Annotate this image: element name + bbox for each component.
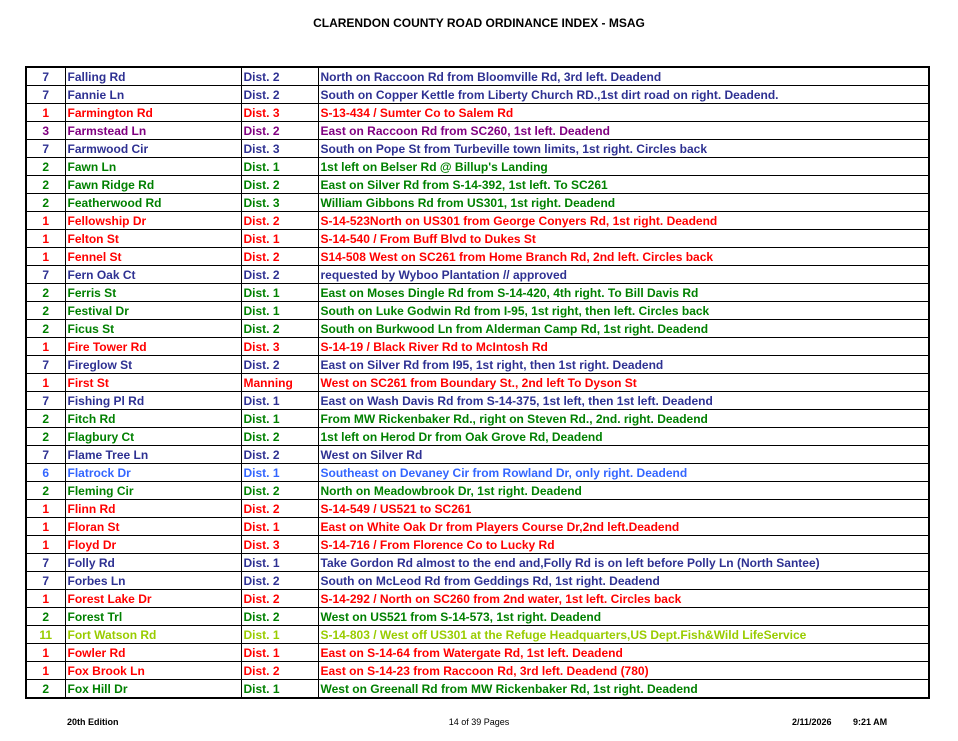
table-row	[26, 67, 929, 86]
code-cell: 7	[26, 356, 65, 374]
table-row	[26, 194, 929, 212]
road-name-cell: Fox Hill Dr	[65, 680, 241, 699]
directions-cell: West on Silver Rd	[318, 446, 929, 464]
district-cell: Dist. 2	[241, 662, 318, 680]
code-cell: 1	[26, 662, 65, 680]
road-name-cell: Farmstead Ln	[65, 122, 241, 140]
district-cell: Dist. 2	[241, 122, 318, 140]
road-name-cell: Flame Tree Ln	[65, 446, 241, 464]
district-cell: Dist. 2	[241, 482, 318, 500]
code-cell: 7	[26, 392, 65, 410]
code-cell: 7	[26, 67, 65, 86]
directions-cell: East on Silver Rd from S-14-392, 1st left. To SC261	[318, 176, 929, 194]
table-row	[26, 482, 929, 500]
print-time: 9:21 AM	[853, 717, 888, 727]
table-row	[26, 644, 929, 662]
code-cell: 2	[26, 176, 65, 194]
district-cell: Dist. 3	[241, 194, 318, 212]
code-cell: 1	[26, 374, 65, 392]
code-cell: 2	[26, 302, 65, 320]
table-row	[26, 302, 929, 320]
code-cell: 2	[26, 410, 65, 428]
district-cell: Dist. 3	[241, 140, 318, 158]
table-row	[26, 158, 929, 176]
table-row	[26, 464, 929, 482]
table-row	[26, 428, 929, 446]
road-name-cell: Falling Rd	[65, 67, 241, 86]
district-cell: Dist. 2	[241, 608, 318, 626]
code-cell: 1	[26, 518, 65, 536]
code-cell: 1	[26, 212, 65, 230]
district-cell: Dist. 2	[241, 86, 318, 104]
district-cell: Dist. 1	[241, 644, 318, 662]
directions-cell: S-14-540 / From Buff Blvd to Dukes St	[318, 230, 929, 248]
road-name-cell: Fire Tower Rd	[65, 338, 241, 356]
road-index-table	[25, 66, 930, 699]
district-cell: Dist. 1	[241, 302, 318, 320]
code-cell: 1	[26, 500, 65, 518]
road-name-cell: Featherwood Rd	[65, 194, 241, 212]
table-row	[26, 266, 929, 284]
road-name-cell: Fitch Rd	[65, 410, 241, 428]
code-cell: 7	[26, 140, 65, 158]
district-cell: Dist. 1	[241, 392, 318, 410]
table-row	[26, 86, 929, 104]
road-name-cell: Festival Dr	[65, 302, 241, 320]
code-cell: 1	[26, 590, 65, 608]
directions-cell: S-14-523North on US301 from George Conyers Rd, 1st right. Deadend	[318, 212, 929, 230]
table-row	[26, 122, 929, 140]
road-name-cell: Fannie Ln	[65, 86, 241, 104]
road-name-cell: Fern Oak Ct	[65, 266, 241, 284]
table-row	[26, 680, 929, 699]
road-name-cell: First St	[65, 374, 241, 392]
district-cell: Dist. 3	[241, 104, 318, 122]
code-cell: 2	[26, 680, 65, 699]
directions-cell: William Gibbons Rd from US301, 1st right. Deadend	[318, 194, 929, 212]
table-row	[26, 230, 929, 248]
road-name-cell: Fox Brook Ln	[65, 662, 241, 680]
district-cell: Dist. 3	[241, 536, 318, 554]
road-name-cell: Ficus St	[65, 320, 241, 338]
table-row	[26, 104, 929, 122]
district-cell: Dist. 2	[241, 356, 318, 374]
district-cell: Dist. 1	[241, 464, 318, 482]
code-cell: 7	[26, 266, 65, 284]
district-cell: Dist. 2	[241, 212, 318, 230]
district-cell: Dist. 1	[241, 230, 318, 248]
table-row	[26, 626, 929, 644]
table-row	[26, 410, 929, 428]
table-row	[26, 572, 929, 590]
table-row	[26, 140, 929, 158]
district-cell: Dist. 1	[241, 518, 318, 536]
district-cell: Dist. 2	[241, 176, 318, 194]
directions-cell: Take Gordon Rd almost to the end and,Folly Rd is on left before Polly Ln (North Santee)	[318, 554, 929, 572]
district-cell: Dist. 2	[241, 67, 318, 86]
district-cell: Dist. 2	[241, 248, 318, 266]
table-row	[26, 338, 929, 356]
directions-cell: S-14-803 / West off US301 at the Refuge Headquarters,US Dept.Fish&Wild LifeService	[318, 626, 929, 644]
table-row	[26, 590, 929, 608]
table-row	[26, 518, 929, 536]
directions-cell: South on Copper Kettle from Liberty Church RD.,1st dirt road on right. Deadend.	[318, 86, 929, 104]
district-cell: Dist. 1	[241, 158, 318, 176]
code-cell: 7	[26, 572, 65, 590]
district-cell: Dist. 2	[241, 320, 318, 338]
directions-cell: West on Greenall Rd from MW Rickenbaker Rd, 1st right. Deadend	[318, 680, 929, 699]
page-title: CLARENDON COUNTY ROAD ORDINANCE INDEX - MSAG	[313, 16, 645, 30]
road-name-cell: Floyd Dr	[65, 536, 241, 554]
district-cell: Dist. 1	[241, 626, 318, 644]
table-row	[26, 500, 929, 518]
code-cell: 2	[26, 194, 65, 212]
code-cell: 7	[26, 554, 65, 572]
directions-cell: South on Luke Godwin Rd from I-95, 1st right, then left. Circles back	[318, 302, 929, 320]
directions-cell: S-14-292 / North on SC260 from 2nd water, 1st left. Circles back	[318, 590, 929, 608]
table-row	[26, 320, 929, 338]
code-cell: 3	[26, 122, 65, 140]
district-cell: Dist. 1	[241, 680, 318, 699]
directions-cell: S-13-434 / Sumter Co to Salem Rd	[318, 104, 929, 122]
directions-cell: S14-508 West on SC261 from Home Branch Rd, 2nd left. Circles back	[318, 248, 929, 266]
directions-cell: East on Silver Rd from I95, 1st right, then 1st right. Deadend	[318, 356, 929, 374]
directions-cell: Southeast on Devaney Cir from Rowland Dr, only right. Deadend	[318, 464, 929, 482]
page-count: 14 of 39 Pages	[448, 717, 510, 727]
road-name-cell: Fort Watson Rd	[65, 626, 241, 644]
table-row	[26, 212, 929, 230]
code-cell: 11	[26, 626, 65, 644]
table-row	[26, 248, 929, 266]
code-cell: 2	[26, 320, 65, 338]
table-row	[26, 374, 929, 392]
road-name-cell: Fleming Cir	[65, 482, 241, 500]
directions-cell: North on Meadowbrook Dr, 1st right. Deadend	[318, 482, 929, 500]
directions-cell: West on US521 from S-14-573, 1st right. Deadend	[318, 608, 929, 626]
code-cell: 2	[26, 428, 65, 446]
table-row	[26, 356, 929, 374]
code-cell: 2	[26, 482, 65, 500]
code-cell: 2	[26, 158, 65, 176]
road-name-cell: Ferris St	[65, 284, 241, 302]
road-name-cell: Farmwood Cir	[65, 140, 241, 158]
district-cell: Dist. 2	[241, 590, 318, 608]
district-cell: Dist. 3	[241, 338, 318, 356]
code-cell: 1	[26, 248, 65, 266]
road-name-cell: Fawn Ridge Rd	[65, 176, 241, 194]
code-cell: 2	[26, 284, 65, 302]
directions-cell: S-14-549 / US521 to SC261	[318, 500, 929, 518]
district-cell: Dist. 2	[241, 266, 318, 284]
road-name-cell: Fellowship Dr	[65, 212, 241, 230]
directions-cell: East on Moses Dingle Rd from S-14-420, 4th right. To Bill Davis Rd	[318, 284, 929, 302]
road-name-cell: Forest Lake Dr	[65, 590, 241, 608]
code-cell: 1	[26, 536, 65, 554]
road-name-cell: Farmington Rd	[65, 104, 241, 122]
directions-cell: South on McLeod Rd from Geddings Rd, 1st right. Deadend	[318, 572, 929, 590]
district-cell: Dist. 1	[241, 554, 318, 572]
district-cell: Dist. 1	[241, 410, 318, 428]
road-name-cell: Forbes Ln	[65, 572, 241, 590]
code-cell: 7	[26, 446, 65, 464]
directions-cell: From MW Rickenbaker Rd., right on Steven Rd., 2nd. right. Deadend	[318, 410, 929, 428]
road-name-cell: Fishing Pl Rd	[65, 392, 241, 410]
code-cell: 7	[26, 86, 65, 104]
code-cell: 1	[26, 104, 65, 122]
road-name-cell: Flagbury Ct	[65, 428, 241, 446]
directions-cell: 1st left on Herod Dr from Oak Grove Rd, Deadend	[318, 428, 929, 446]
road-name-cell: Flinn Rd	[65, 500, 241, 518]
directions-cell: East on S-14-23 from Raccoon Rd, 3rd left. Deadend (780)	[318, 662, 929, 680]
code-cell: 6	[26, 464, 65, 482]
directions-cell: requested by Wyboo Plantation // approved	[318, 266, 929, 284]
table-row	[26, 392, 929, 410]
district-cell: Dist. 1	[241, 284, 318, 302]
table-row	[26, 446, 929, 464]
code-cell: 1	[26, 644, 65, 662]
directions-cell: West on SC261 from Boundary St., 2nd left To Dyson St	[318, 374, 929, 392]
directions-cell: S-14-716 / From Florence Co to Lucky Rd	[318, 536, 929, 554]
road-name-cell: Flatrock Dr	[65, 464, 241, 482]
district-cell: Manning	[241, 374, 318, 392]
district-cell: Dist. 2	[241, 446, 318, 464]
district-cell: Dist. 2	[241, 572, 318, 590]
directions-cell: East on White Oak Dr from Players Course Dr,2nd left.Deadend	[318, 518, 929, 536]
road-name-cell: Folly Rd	[65, 554, 241, 572]
directions-cell: North on Raccoon Rd from Bloomville Rd, 3rd left. Deadend	[318, 67, 929, 86]
road-name-cell: Floran St	[65, 518, 241, 536]
code-cell: 2	[26, 608, 65, 626]
code-cell: 1	[26, 338, 65, 356]
directions-cell: South on Burkwood Ln from Alderman Camp Rd, 1st right. Deadend	[318, 320, 929, 338]
code-cell: 1	[26, 230, 65, 248]
road-name-cell: Fawn Ln	[65, 158, 241, 176]
district-cell: Dist. 2	[241, 500, 318, 518]
edition-label: 20th Edition	[67, 717, 119, 727]
directions-cell: East on S-14-64 from Watergate Rd, 1st left. Deadend	[318, 644, 929, 662]
road-name-cell: Forest Trl	[65, 608, 241, 626]
print-date: 2/11/2026	[792, 717, 832, 727]
road-name-cell: Fennel St	[65, 248, 241, 266]
directions-cell: East on Raccoon Rd from SC260, 1st left. Deadend	[318, 122, 929, 140]
table-row	[26, 554, 929, 572]
table-row	[26, 536, 929, 554]
table-row	[26, 176, 929, 194]
road-name-cell: Felton St	[65, 230, 241, 248]
table-row	[26, 608, 929, 626]
road-name-cell: Fowler Rd	[65, 644, 241, 662]
directions-cell: S-14-19 / Black River Rd to McIntosh Rd	[318, 338, 929, 356]
district-cell: Dist. 2	[241, 428, 318, 446]
directions-cell: 1st left on Belser Rd @ Billup's Landing	[318, 158, 929, 176]
table-row	[26, 662, 929, 680]
table-row	[26, 284, 929, 302]
road-name-cell: Fireglow St	[65, 356, 241, 374]
directions-cell: East on Wash Davis Rd from S-14-375, 1st left, then 1st left. Deadend	[318, 392, 929, 410]
directions-cell: South on Pope St from Turbeville town limits, 1st right. Circles back	[318, 140, 929, 158]
